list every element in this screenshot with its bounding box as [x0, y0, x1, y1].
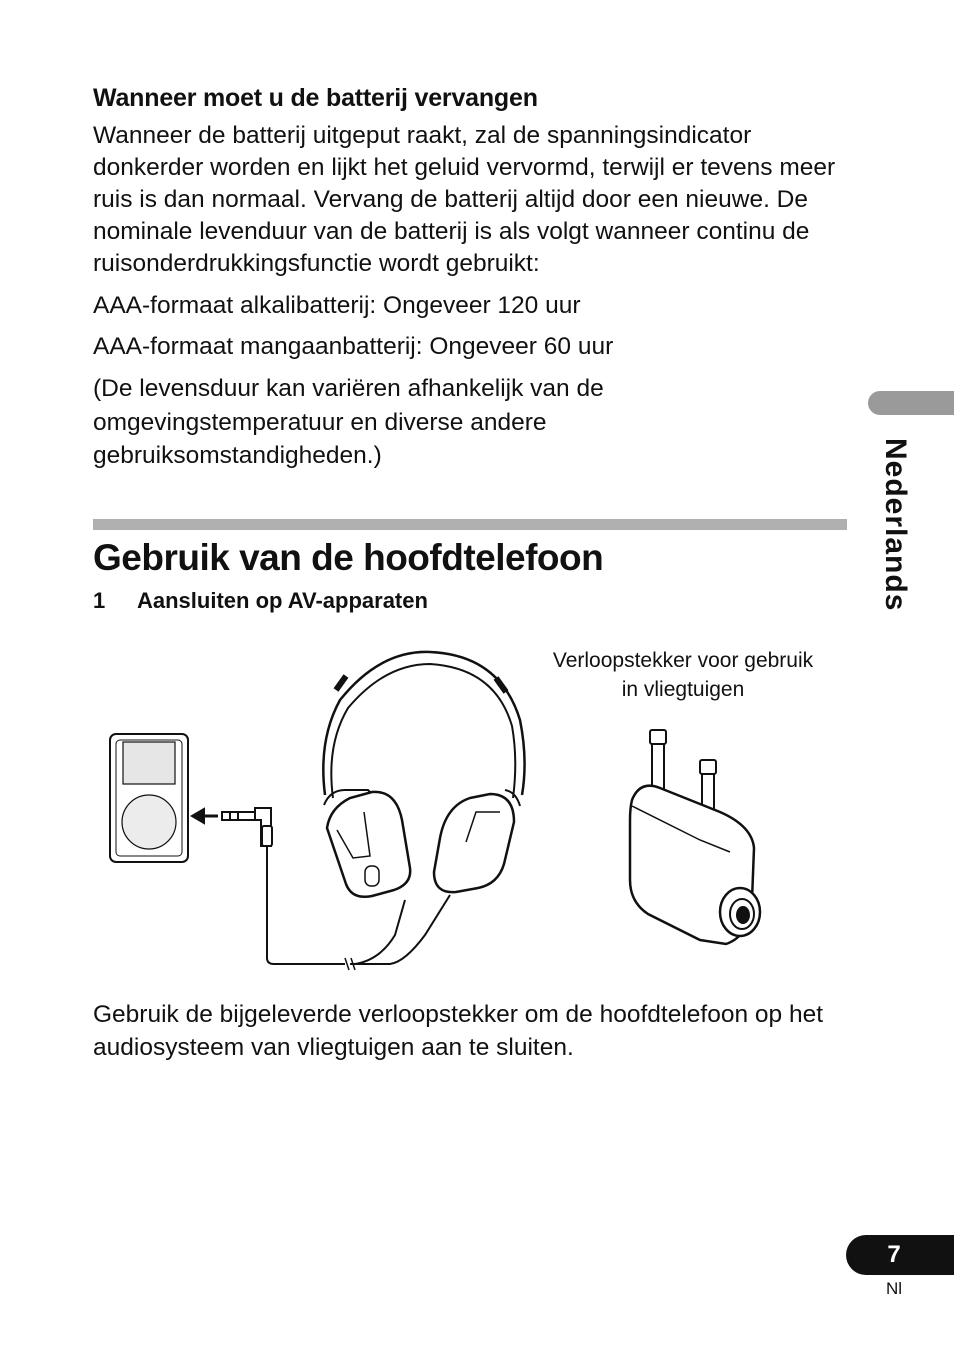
sidebar-tab-bar	[868, 391, 954, 415]
sidebar-language-label: Nederlands	[879, 438, 912, 612]
section-title: Gebruik van de hoofdtelefoon	[93, 537, 604, 578]
airline-adapter-icon	[630, 730, 760, 944]
page-language-code: Nl	[885, 1279, 903, 1298]
alkaline-battery-line: AAA-formaat alkalibatterij: Ongeveer 120 uur	[93, 292, 581, 319]
adapter-caption-line2: in vliegtuigen	[621, 678, 745, 701]
portable-player-icon	[110, 734, 188, 862]
manganese-battery-line: AAA-formaat mangaanbatterij: Ongeveer 60 uur	[93, 333, 614, 360]
connect-arrow-icon	[192, 809, 218, 823]
closing-paragraph: Gebruik de bijgeleverde verloopstekker om de hoofdtelefoon op het audiosysteem van vliegtuigen aan te sluiten.	[93, 1001, 824, 1061]
step-number: 1	[93, 588, 106, 613]
headphones-icon	[323, 652, 524, 897]
adapter-caption-line1: Verloopstekker voor gebruik	[552, 649, 814, 672]
step-label: Aansluiten op AV-apparaten	[137, 588, 428, 613]
page-number: 7	[887, 1241, 901, 1268]
battery-paragraph: Wanneer de batterij uitgeput raakt, zal de spanningsindicator donkerder worden en lijkt het geluid vervormd, terwijl er tevens meer ruis is dan normaal. Vervang de batterij altijd door een nieuwe. De nominale levenduur van de batterij is als volgt wanneer continu de ruisonderdrukkingsfunctie wordt gebruikt:	[93, 122, 836, 277]
audio-plug-icon	[222, 808, 272, 846]
battery-heading: Wanneer moet u de batterij vervangen	[93, 84, 538, 112]
battery-note: (De levensduur kan variëren afhankelijk van de omgevingstemperatuur en diverse andere gebruiksomstandigheden.)	[93, 375, 604, 469]
